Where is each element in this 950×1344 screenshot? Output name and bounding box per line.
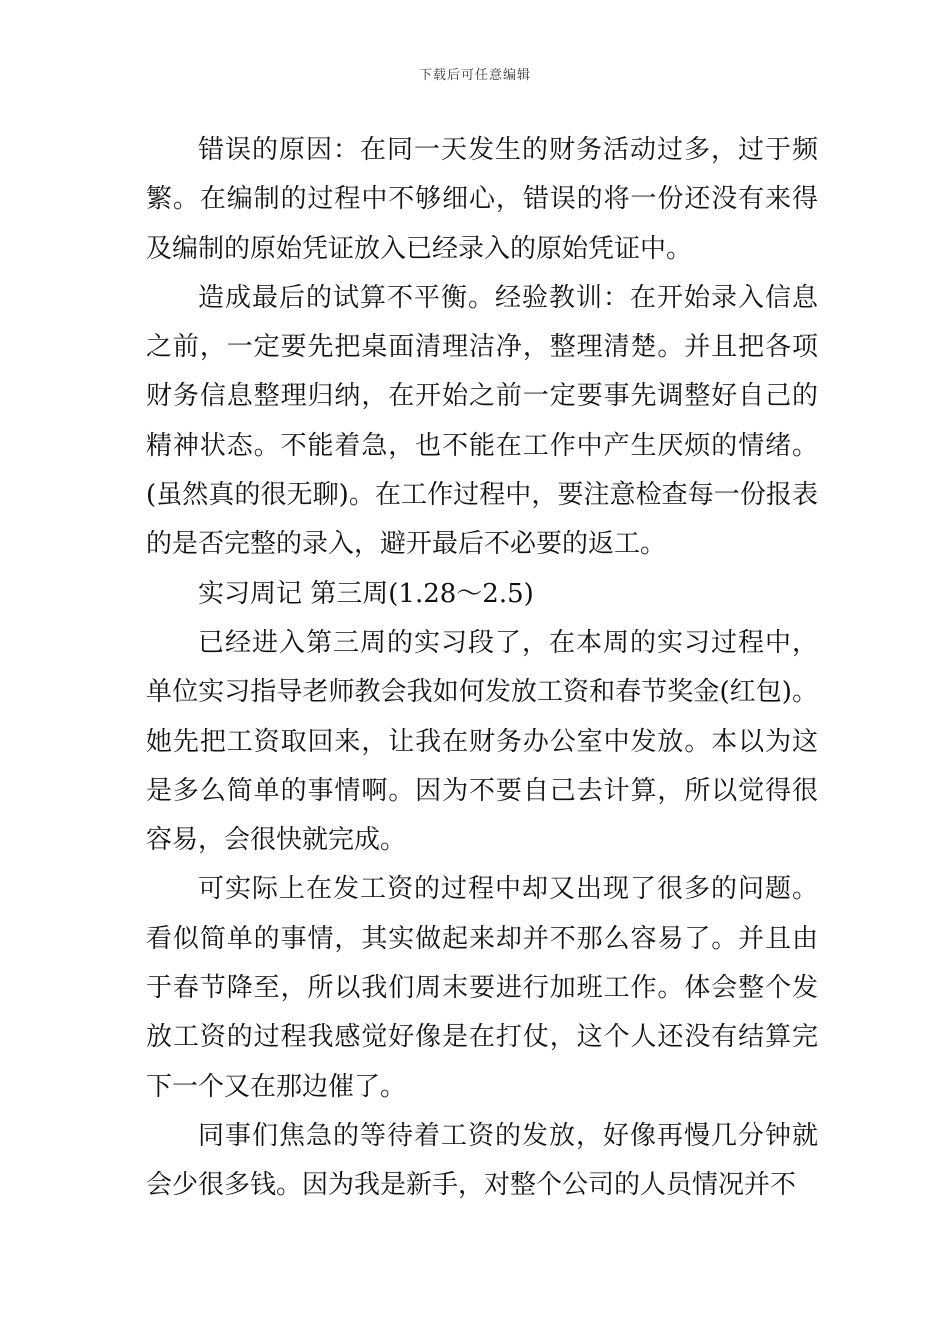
- paragraph-error-cause: 错误的原因：在同一天发生的财务活动过多，过于频繁。在编制的过程中不够细心，错误的将一份还没有来得及编制的原始凭证放入已经录入的原始凭证中。: [146, 135, 818, 264]
- document-body: [146, 126, 818, 1211]
- paragraph-payroll-problems: 可实际上在发工资的过程中却又出现了很多的问题。看似简单的事情，其实做起来却并不那么容易了。并且由于春节降至，所以我们周末要进行加班工作。体会整个发放工资的过程我感觉好像是在打仗，这个人还没有结算完下一个又在那边催了。: [146, 874, 818, 1102]
- page-header: 下载后可任意编辑: [418, 68, 531, 83]
- paragraph-lessons: 造成最后的试算不平衡。经验教训：在开始录入信息之前，一定要先把桌面清理洁净，整理清楚。并且把各项财务信息整理归纳，在开始之前一定要事先调整好自己的精神状态。不能着急，也不能在工作中产生厌烦的情绪。(虽然真的很无聊)。在工作过程中，要注意检查每一份报表的是否完整的录入，避开最后不必要的返工。: [146, 282, 818, 560]
- paragraph-week-three-intro: 已经进入第三周的实习段了，在本周的实习过程中，单位实习指导老师教会我如何发放工资和春节奖金(红包)。她先把工资取回来，让我在财务办公室中发放。本以为这是多么简单的事情啊。因为不要自己去计算，所以觉得很容易，会很快就完成。: [146, 627, 818, 856]
- section-heading-week-three: 实习周记 第三周(1.28～2.5): [198, 578, 534, 609]
- paragraph-colleagues-waiting: 同事们焦急的等待着工资的发放，好像再慢几分钟就会少很多钱。因为我是新手，对整个公司的人员情况并不: [146, 1120, 818, 1201]
